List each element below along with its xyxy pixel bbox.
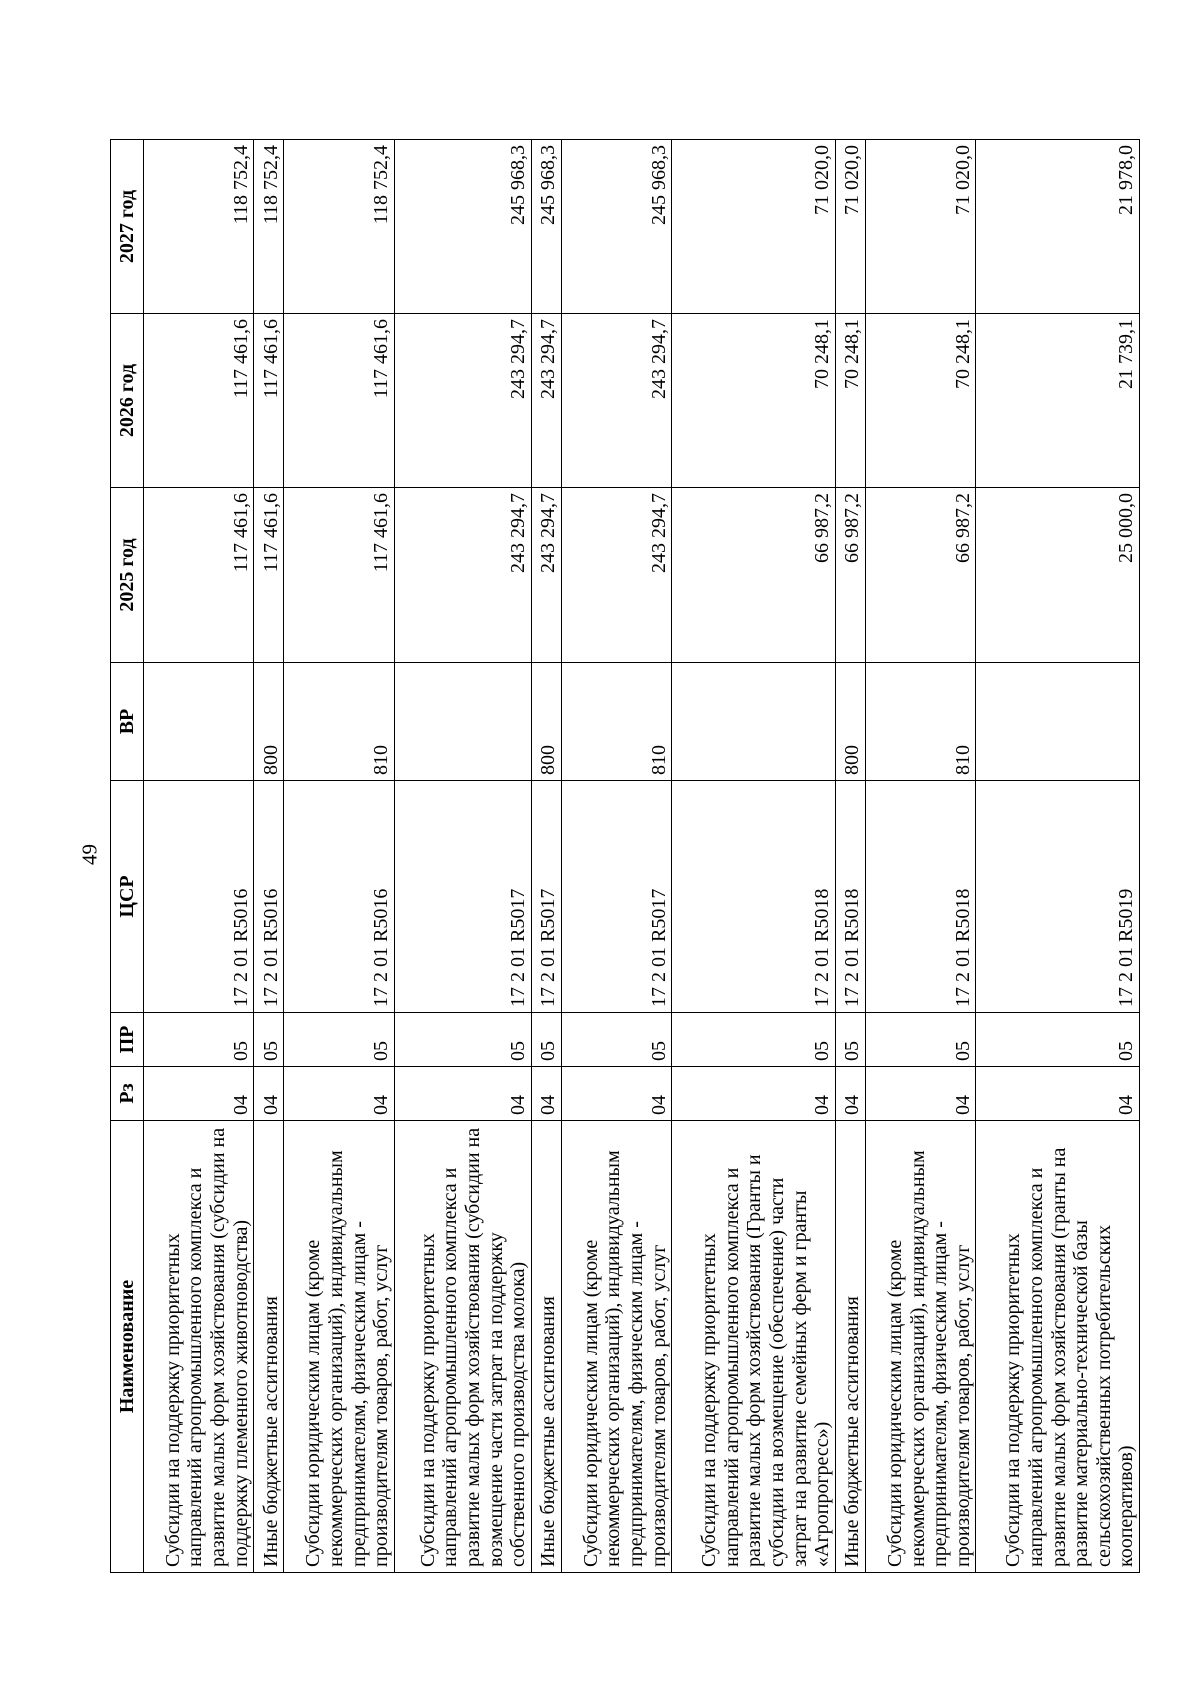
cell-rz: 04 [284, 1067, 394, 1121]
cell-2025: 243 294,7 [531, 488, 561, 663]
cell-2027: 118 752,4 [144, 140, 254, 314]
table-row [976, 140, 1140, 1573]
cell-csr: 17 2 01 R5017 [531, 781, 561, 1013]
cell-2025: 117 461,6 [144, 488, 254, 663]
cell-2025: 117 461,6 [284, 488, 394, 663]
cell-csr: 17 2 01 R5016 [284, 781, 394, 1013]
cell-2026: 243 294,7 [394, 314, 531, 488]
table-row [531, 140, 561, 1573]
cell-2025: 25 000,0 [976, 488, 1140, 663]
cell-name: Иные бюджетные ассигнования [835, 1121, 865, 1573]
header-pr: ПР [111, 1013, 144, 1067]
cell-vr: 800 [835, 663, 865, 781]
table-row [672, 140, 836, 1573]
cell-name: Субсидии на поддержку приоритетных направлений агропромышленного комплекса и развитие малых форм хозяйствования (субсидии на поддержку племенного животноводства) [144, 1121, 254, 1573]
cell-rz: 04 [254, 1067, 284, 1121]
cell-2027: 71 020,0 [672, 140, 836, 314]
budget-table [110, 139, 1140, 1573]
cell-vr [672, 663, 836, 781]
cell-2027: 21 978,0 [976, 140, 1140, 314]
cell-2025: 243 294,7 [561, 488, 671, 663]
cell-name: Иные бюджетные ассигнования [254, 1121, 284, 1573]
header-2026: 2026 год [111, 314, 144, 488]
cell-vr: 800 [531, 663, 561, 781]
cell-2025: 243 294,7 [394, 488, 531, 663]
cell-name: Субсидии на поддержку приоритетных направлений агропромышленного комплекса и развитие малых форм хозяйствования (субсидии на возмещение части затрат на поддержку собственного производства молока) [394, 1121, 531, 1573]
table-row [254, 140, 284, 1573]
cell-2026: 117 461,6 [144, 314, 254, 488]
cell-pr: 05 [561, 1013, 671, 1067]
cell-2027: 245 968,3 [561, 140, 671, 314]
cell-vr: 810 [284, 663, 394, 781]
cell-pr: 05 [284, 1013, 394, 1067]
cell-pr: 05 [144, 1013, 254, 1067]
cell-2026: 243 294,7 [561, 314, 671, 488]
cell-csr: 17 2 01 R5016 [144, 781, 254, 1013]
header-csr: ЦСР [111, 781, 144, 1013]
table-row [394, 140, 531, 1573]
header-2027: 2027 год [111, 140, 144, 314]
cell-2027: 71 020,0 [866, 140, 976, 314]
cell-vr [394, 663, 531, 781]
cell-rz: 04 [866, 1067, 976, 1121]
cell-name: Субсидии на поддержку приоритетных направлений агропромышленного комплекса и развитие малых форм хозяйствования (гранты на развитие материально-технической базы сельскохозяйственных потребительских кооперативов) [976, 1121, 1140, 1573]
cell-pr: 05 [531, 1013, 561, 1067]
cell-pr: 05 [835, 1013, 865, 1067]
cell-2027: 245 968,3 [394, 140, 531, 314]
table-row [866, 140, 976, 1573]
cell-2026: 243 294,7 [531, 314, 561, 488]
cell-2026: 70 248,1 [835, 314, 865, 488]
cell-2025: 66 987,2 [866, 488, 976, 663]
cell-vr: 800 [254, 663, 284, 781]
cell-name: Субсидии юридическим лицам (кроме некоммерческих организаций), индивидуальным предпринимателям, физическим лицам - производителям товаров, работ, услуг [284, 1121, 394, 1573]
cell-2027: 118 752,4 [284, 140, 394, 314]
header-name: Наименование [111, 1121, 144, 1573]
table-row [561, 140, 671, 1573]
cell-csr: 17 2 01 R5018 [835, 781, 865, 1013]
cell-name: Субсидии юридическим лицам (кроме некоммерческих организаций), индивидуальным предпринимателям, физическим лицам - производителям товаров, работ, услуг [561, 1121, 671, 1573]
cell-2026: 117 461,6 [254, 314, 284, 488]
cell-csr: 17 2 01 R5016 [254, 781, 284, 1013]
table-row [284, 140, 394, 1573]
cell-csr: 17 2 01 R5018 [672, 781, 836, 1013]
cell-2025: 66 987,2 [835, 488, 865, 663]
cell-2027: 118 752,4 [254, 140, 284, 314]
cell-vr: 810 [866, 663, 976, 781]
cell-2026: 70 248,1 [866, 314, 976, 488]
cell-pr: 05 [254, 1013, 284, 1067]
cell-rz: 04 [531, 1067, 561, 1121]
cell-pr: 05 [976, 1013, 1140, 1067]
cell-csr: 17 2 01 R5017 [561, 781, 671, 1013]
table-row [144, 140, 254, 1573]
header-rz: Рз [111, 1067, 144, 1121]
cell-rz: 04 [394, 1067, 531, 1121]
cell-csr: 17 2 01 R5019 [976, 781, 1140, 1013]
cell-rz: 04 [561, 1067, 671, 1121]
cell-pr: 05 [394, 1013, 531, 1067]
cell-rz: 04 [672, 1067, 836, 1121]
cell-2025: 117 461,6 [254, 488, 284, 663]
page-number: 49 [77, 844, 102, 865]
table-header-row [111, 140, 144, 1573]
cell-pr: 05 [672, 1013, 836, 1067]
table-row [835, 140, 865, 1573]
header-vr: ВР [111, 663, 144, 781]
cell-2025: 66 987,2 [672, 488, 836, 663]
cell-vr [144, 663, 254, 781]
cell-2026: 70 248,1 [672, 314, 836, 488]
cell-2026: 117 461,6 [284, 314, 394, 488]
cell-2027: 71 020,0 [835, 140, 865, 314]
cell-name: Иные бюджетные ассигнования [531, 1121, 561, 1573]
cell-name: Субсидии на поддержку приоритетных направлений агропромышленного комплекса и развитие малых форм хозяйствования (Гранты и субсидии на возмещение (обеспечение) части затрат на развитие семейных ферм и гранты «Агропрогресс») [672, 1121, 836, 1573]
budget-table-container [110, 140, 1140, 1573]
cell-rz: 04 [835, 1067, 865, 1121]
cell-vr: 810 [561, 663, 671, 781]
cell-csr: 17 2 01 R5018 [866, 781, 976, 1013]
cell-rz: 04 [144, 1067, 254, 1121]
cell-2026: 21 739,1 [976, 314, 1140, 488]
cell-name: Субсидии юридическим лицам (кроме некоммерческих организаций), индивидуальным предпринимателям, физическим лицам - производителям товаров, работ, услуг [866, 1121, 976, 1573]
cell-csr: 17 2 01 R5017 [394, 781, 531, 1013]
cell-2027: 245 968,3 [531, 140, 561, 314]
cell-rz: 04 [976, 1067, 1140, 1121]
header-2025: 2025 год [111, 488, 144, 663]
cell-vr [976, 663, 1140, 781]
cell-pr: 05 [866, 1013, 976, 1067]
